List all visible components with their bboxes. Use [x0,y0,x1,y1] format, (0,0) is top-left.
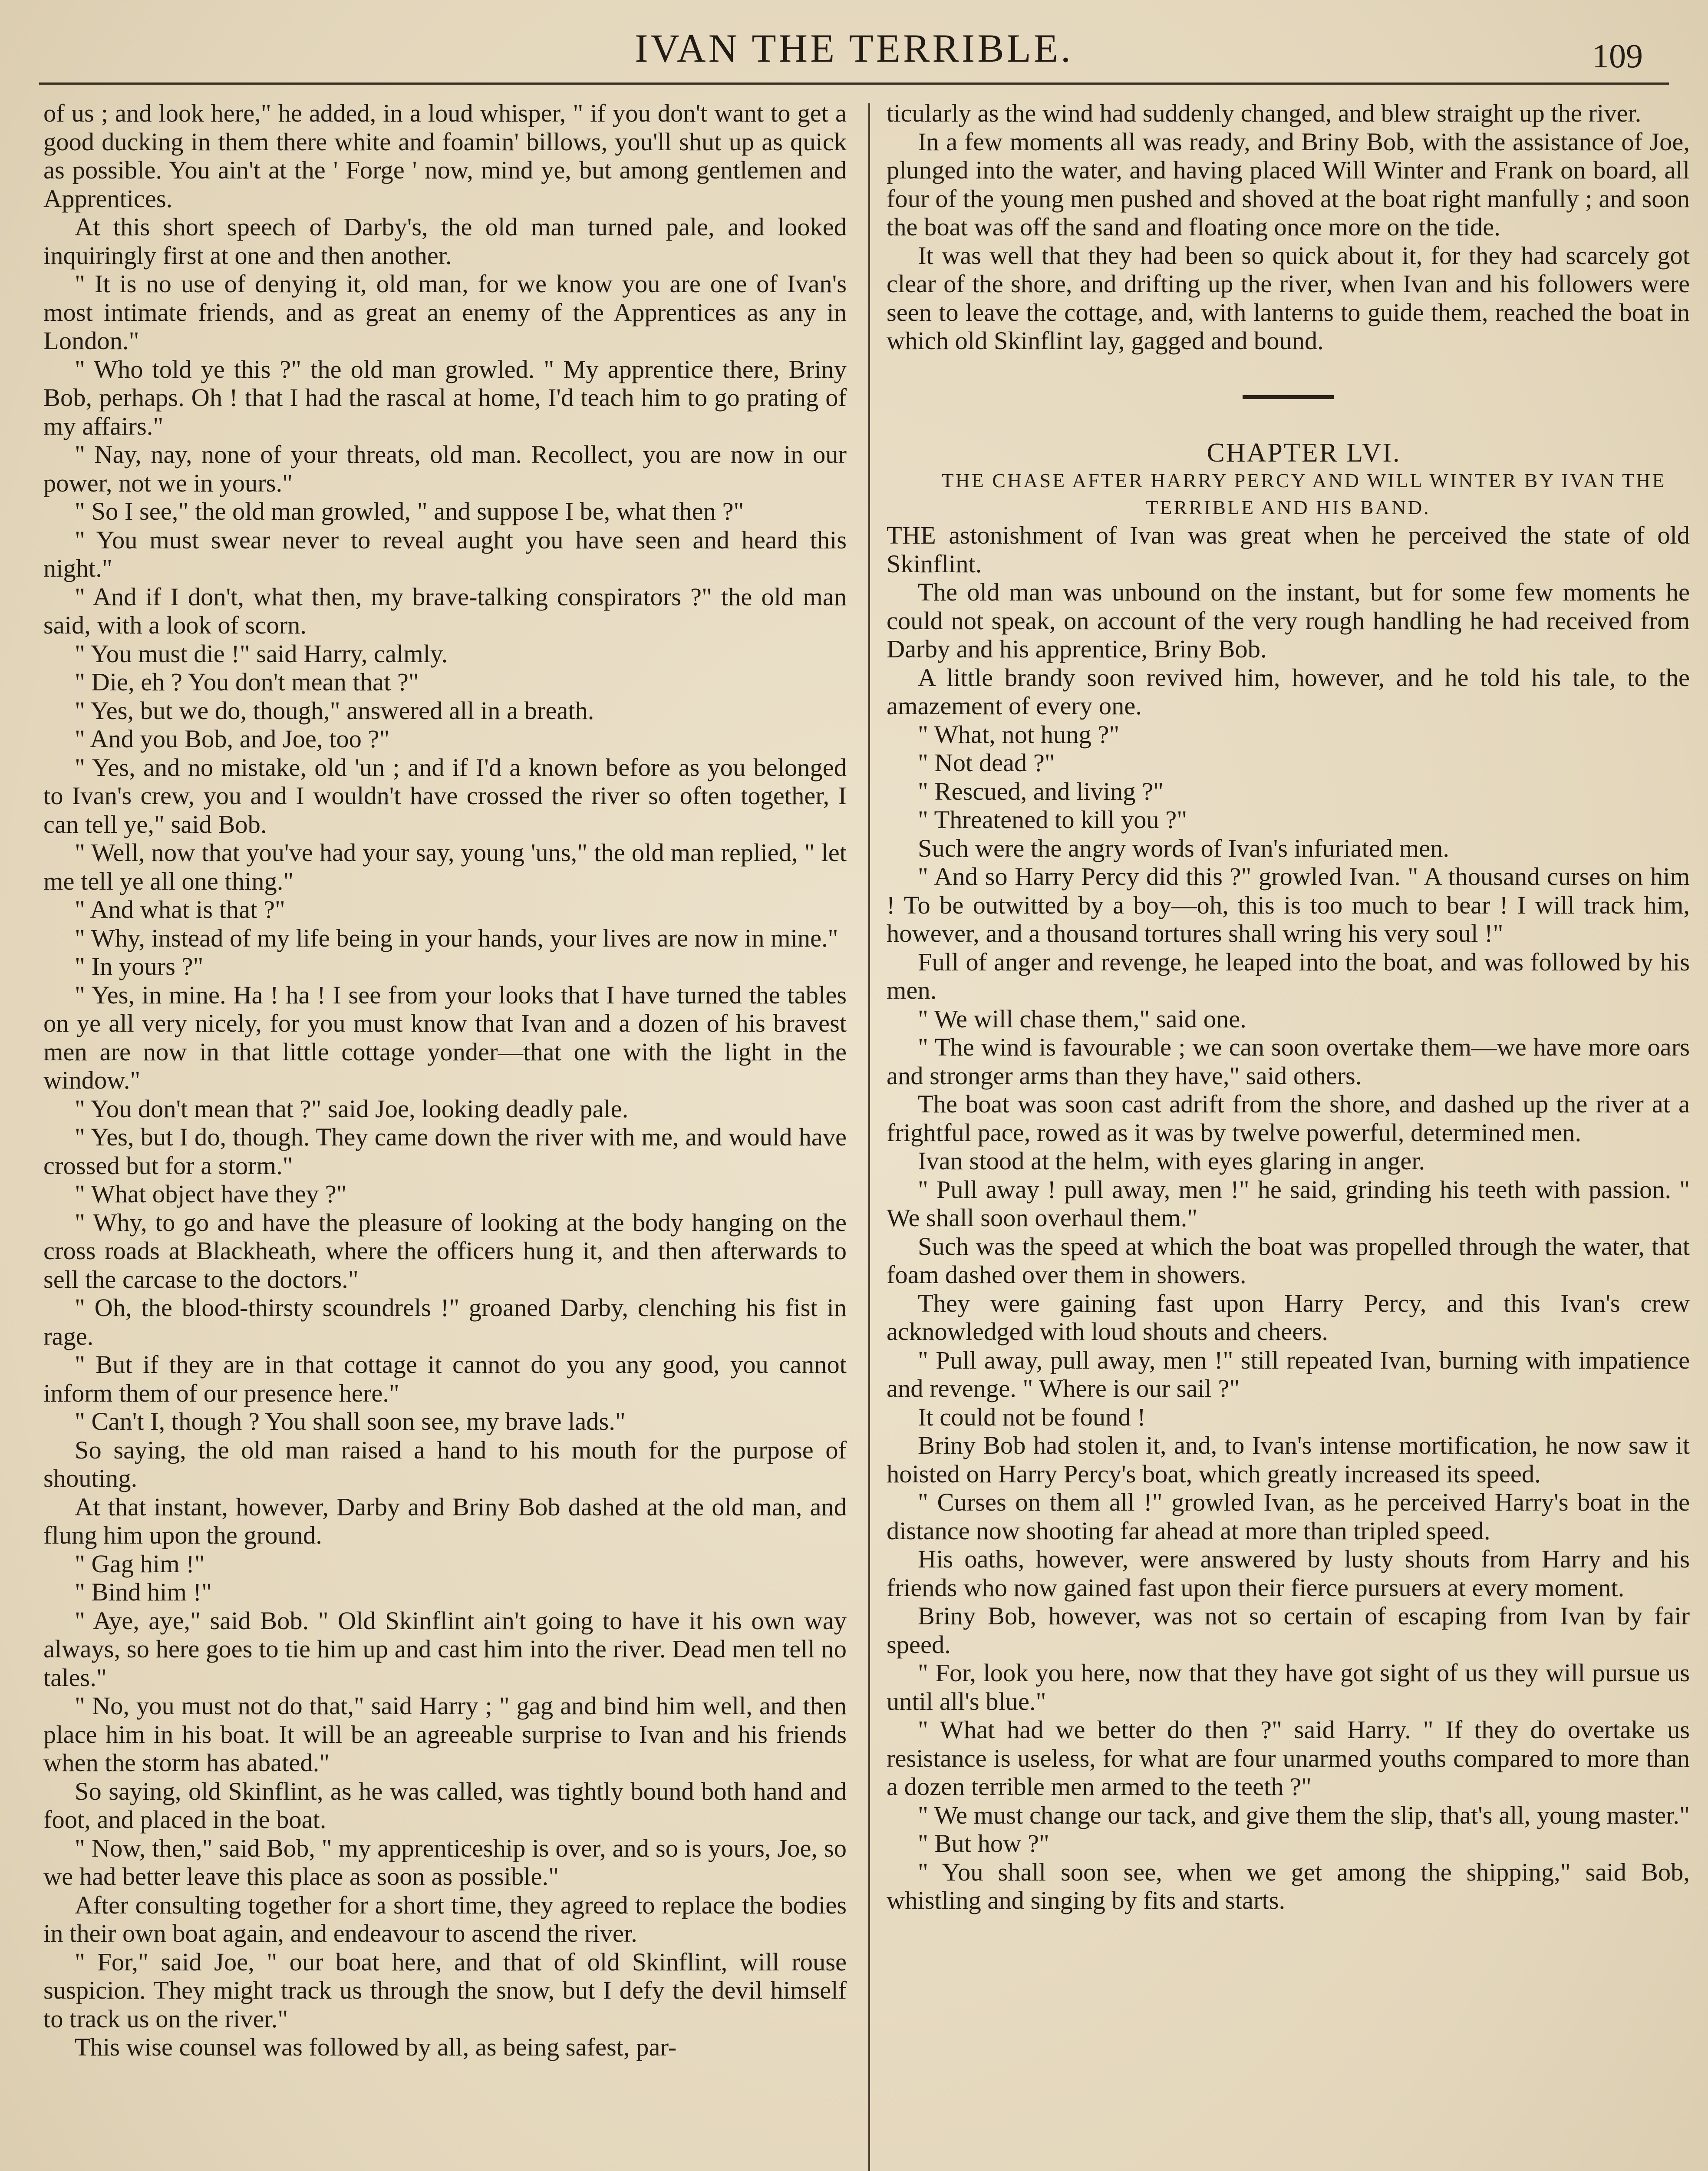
paragraph: In a few moments all was ready, and Briny Bob, with the assistance of Joe, plunged into the water, and having placed Will Winter and Frank on board, all four of the young men pushed and shoved at the boat right manfully ; and soon the boat was off the sand and floating once more on the tide. [887,127,1690,241]
paragraph: " You must swear never to reveal aught you have seen and heard this night." [43,525,847,582]
paragraph: " Nay, nay, none of your threats, old man. Recollect, you are now in our power, not we in yours." [43,440,847,497]
paragraph: A little brandy soon revived him, however, and he told his tale, to the amazement of every one. [887,663,1690,720]
paragraph: " And you Bob, and Joe, too ?" [75,725,390,753]
left-column [43,99,847,2062]
page-number: 109 [1592,37,1643,75]
paragraph: " Yes, and no mistake, old 'un ; and if I'd a known before as you belonged to Ivan's crew, you and I wouldn't have crossed the river so often together, I can tell ye," said Bob. [43,753,847,838]
paragraph: After consulting together for a short time, they agreed to replace the bodies in their own boat again, and endeavour to ascend the river. [43,1891,847,1947]
paragraph: " Why, instead of my life being in your hands, your lives are now in mine." [75,924,838,952]
paragraph: " No, you must not do that," said Harry ; " gag and bind him well, and then place him in his boat. It will be an agreeable surprise to Ivan and his friends when the storm has abated." [43,1692,847,1777]
paragraph: " Who told ye this ?" the old man growled. " My apprentice there, Briny Bob, perhaps. Oh ! that I had the rascal at home, I'd teach him to go prating of my affairs." [43,355,847,440]
paragraph: " Bind him !" [75,1578,212,1606]
paragraph: Briny Bob, however, was not so certain of escaping from Ivan by fair speed. [887,1602,1690,1659]
paragraph: Briny Bob had stolen it, and, to Ivan's intense mortification, he now saw it hoisted on Harry Percy's boat, which greatly increased its speed. [887,1431,1690,1488]
column-divider [868,103,870,2171]
paragraph: " Oh, the blood-thirsty scoundrels !" groaned Darby, clenching his fist in rage. [43,1293,847,1350]
paragraph: It was well that they had been so quick about it, for they had scarcely got clear of the shore, and drifting up the river, when Ivan and his followers were seen to leave the cottage, and, with lanterns to guide them, reached the boat in which old Skinflint lay, gagged and bound. [887,241,1690,355]
paragraph: " Pull away, pull away, men !" still repeated Ivan, burning with impatience and revenge. " Where is our sail ?" [887,1346,1690,1402]
paragraph: It could not be found ! [918,1402,1146,1431]
paragraph: " Why, to go and have the pleasure of looking at the body hanging on the cross roads at Blackheath, where the officers hung it, and then afterwards to sell the carcase to the doctors." [43,1208,847,1293]
paragraph: " Now, then," said Bob, " my apprenticeship is over, and so is yours, Joe, so we had better leave this place as soon as possible." [43,1834,847,1891]
paragraph: His oaths, however, were answered by lusty shouts from Harry and his friends who now gained fast upon their fierce pursuers at every moment. [887,1545,1690,1602]
paragraph: Such was the speed at which the boat was propelled through the water, that foam dashed over them in showers. [887,1232,1690,1289]
paragraph: " For, look you here, now that they have got sight of us they will pursue us until all's blue." [887,1659,1690,1716]
paragraph: At this short speech of Darby's, the old man turned pale, and looked inquiringly first at one and then another. [43,213,847,270]
header-rule [39,82,1669,85]
paragraph: " You don't mean that ?" said Joe, looking deadly pale. [75,1094,629,1123]
paragraph: " Curses on them all !" growled Ivan, as he perceived Harry's boat in the distance now shooting far ahead at more than tripled speed. [887,1488,1690,1545]
paragraph: " Can't I, though ? You shall soon see, my brave lads." [75,1407,626,1435]
paragraph: " You shall soon see, when we get among the shipping," said Bob, whistling and singing by fits and starts. [887,1858,1690,1914]
paragraph: " But how ?" [918,1829,1049,1858]
paragraph: Full of anger and revenge, he leaped into the boat, and was followed by his men. [887,947,1690,1004]
paragraph: " It is no use of denying it, old man, for we know you are one of Ivan's most intimate friends, and as great an enemy of the Apprentices as any in London." [43,270,847,355]
paragraph: So saying, the old man raised a hand to his mouth for the purpose of shouting. [43,1435,847,1492]
paragraph: " Die, eh ? You don't mean that ?" [75,668,419,696]
paragraph: " And if I don't, what then, my brave-talking conspirators ?" the old man said, with a look of scorn. [43,582,847,639]
paragraph: " Yes, in mine. Ha ! ha ! I see from your looks that I have turned the tables on ye all very nicely, for you must know that Ivan and a dozen of his bravest men are now in that little cottage yonder—that one with the light in the window." [43,980,847,1094]
right-column [887,99,1690,1915]
paragraph: So saying, old Skinflint, as he was called, was tightly bound both hand and foot, and placed in the boat. [43,1777,847,1834]
paragraph: " Not dead ?" [918,749,1055,777]
paragraph: " Yes, but we do, though," answered all in a breath. [75,696,594,725]
paragraph: Such were the angry words of Ivan's infuriated men. [918,834,1450,862]
paragraph: " And so Harry Percy did this ?" growled Ivan. " A thousand curses on him ! To be outwitted by a boy—oh, this is too much to bear ! I will track him, however, and a thousand tortures shall wring his very soul !" [887,862,1690,947]
paragraph: " For," said Joe, " our boat here, and that of old Skinflint, will rouse suspicion. They might track us through the snow, but I defy the devil himself to track us on the river." [43,1947,847,2033]
paragraph: " And what is that ?" [75,895,285,924]
paragraph: " In yours ?" [75,952,204,980]
paragraph: " What object have they ?" [75,1180,347,1208]
paragraph: " Rescued, and living ?" [918,777,1164,805]
paragraph: They were gaining fast upon Harry Percy, and this Ivan's crew acknowledged with loud shouts and cheers. [887,1289,1690,1346]
paragraph: " You must die !" said Harry, calmly. [75,639,448,668]
paragraph: " Well, now that you've had your say, young 'uns," the old man replied, " let me tell ye all one thing." [43,838,847,895]
paragraph: of us ; and look here," he added, in a loud whisper, " if you don't want to get a good ducking in them there white and foamin' billows, you'll shut up as quick as possible. You ain't at the ' Forge ' now, mind ye, but among gentlemen and Apprentices. [43,99,847,213]
paragraph: The boat was soon cast adrift from the shore, and dashed up the river at a frightful pace, rowed as it was by twelve powerful, determined men. [887,1090,1690,1147]
page-header [0,17,1708,82]
section-rule [1243,395,1334,399]
paragraph: " We will chase them," said one. [918,1004,1246,1033]
chapter-title: CHAPTER LVI. [1207,438,1401,468]
paragraph: At that instant, however, Darby and Briny Bob dashed at the old man, and flung him upon the ground. [43,1492,847,1549]
paragraph: " Aye, aye," said Bob. " Old Skinflint ain't going to have it his own way always, so here goes to tie him up and cast him into the river. Dead men tell no tales." [43,1606,847,1692]
paragraph: " What, not hung ?" [918,720,1120,749]
paragraph: Ivan stood at the helm, with eyes glaring in anger. [918,1147,1425,1175]
paragraph: ticularly as the wind had suddenly changed, and blew straight up the river. [887,99,1642,127]
paragraph: The old man was unbound on the instant, but for some few moments he could not speak, on account of the very rough handling he had received from Darby and his apprentice, Briny Bob. [887,578,1690,663]
paragraph: " So I see," the old man growled, " and suppose I be, what then ?" [75,497,744,525]
paragraph: " What had we better do then ?" said Harry. " If they do overtake us resistance is useless, for what are four unarmed youths compared to more than a dozen terrible men armed to the teeth ?" [887,1716,1690,1801]
paragraph: THE astonishment of Ivan was great when he perceived the state of old Skinflint. [887,521,1690,578]
paragraph: This wise counsel was followed by all, as being safest, par- [75,2033,677,2061]
paragraph: " Pull away ! pull away, men !" he said, grinding his teeth with passion. " We shall soon overhaul them." [887,1175,1690,1232]
paragraph: " Gag him !" [75,1549,205,1578]
paragraph: " We must change our tack, and give them the slip, that's all, young master." [918,1801,1690,1829]
running-title: IVAN THE TERRIBLE. [634,26,1074,70]
paragraph: " But if they are in that cottage it cannot do you any good, you cannot inform them of our presence here." [43,1350,847,1407]
paragraph: " Yes, but I do, though. They came down the river with me, and would have crossed but for a storm." [43,1123,847,1180]
paragraph: " Threatened to kill you ?" [918,805,1187,834]
paragraph: " The wind is favourable ; we can soon overtake them—we have more oars and stronger arms than they have," said others. [887,1033,1690,1090]
chapter-subtitle: THE CHASE AFTER HARRY PERCY AND WILL WINTER BY IVAN THE TERRIBLE AND HIS BAND. [941,469,1666,518]
